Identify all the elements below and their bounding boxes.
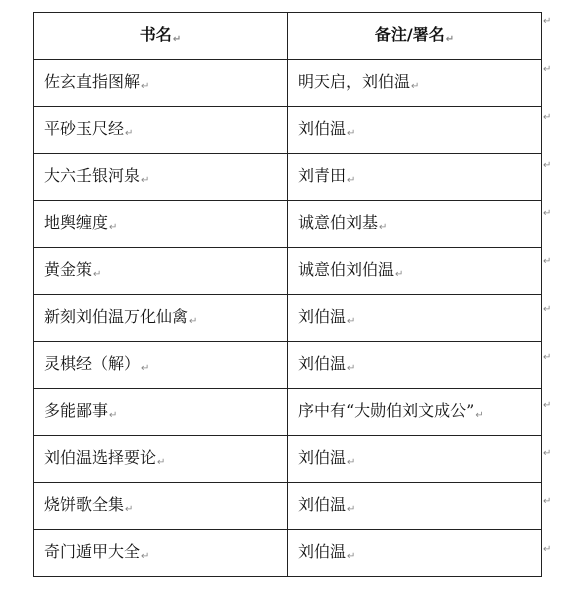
table-row: [34, 201, 542, 248]
paragraph-mark-icon: ↵: [475, 410, 484, 421]
note-text: 刘伯温: [298, 495, 347, 514]
table-row: [34, 483, 542, 530]
paragraph-mark-icon: ↵: [141, 551, 150, 562]
book-title-cell: [34, 295, 288, 342]
table-row: [34, 60, 542, 107]
book-title: 多能鄙事: [44, 401, 109, 420]
book-title-cell: [34, 201, 288, 248]
paragraph-mark-icon: ↵: [347, 128, 356, 139]
paragraph-mark-icon: ↵: [543, 400, 552, 411]
book-title-cell: [34, 107, 288, 154]
paragraph-mark-icon: ↵: [543, 304, 552, 315]
book-title-cell: [34, 483, 288, 530]
book-title: 佐玄直指图解: [44, 72, 141, 91]
note-cell: [288, 389, 542, 436]
book-title-cell: [34, 154, 288, 201]
paragraph-mark-icon: ↵: [189, 316, 198, 327]
paragraph-mark-icon: ↵: [347, 363, 356, 374]
table-row: [34, 107, 542, 154]
paragraph-mark-icon: ↵: [347, 457, 356, 468]
note-cell: [288, 60, 542, 107]
paragraph-mark-icon: ↵: [543, 256, 552, 267]
table-row: [34, 248, 542, 295]
note-cell: [288, 248, 542, 295]
paragraph-mark-icon: ↵: [93, 269, 102, 280]
book-attribution-table: [33, 12, 542, 577]
paragraph-mark-icon: ↵: [141, 363, 150, 374]
book-title: 烧饼歌全集: [44, 495, 125, 514]
table-row: [34, 436, 542, 483]
book-title: 灵棋经（解）: [44, 354, 141, 373]
paragraph-mark-icon: ↵: [347, 504, 356, 515]
paragraph-mark-icon: ↵: [347, 175, 356, 186]
paragraph-mark-icon: ↵: [543, 160, 552, 171]
paragraph-mark-icon: ↵: [172, 34, 182, 45]
note-cell: [288, 154, 542, 201]
paragraph-mark-icon: ↵: [543, 208, 552, 219]
table-header-row: [34, 13, 542, 60]
table-row: [34, 295, 542, 342]
book-title-cell: [34, 530, 288, 577]
header-book-title: [34, 13, 288, 60]
note-cell: [288, 530, 542, 577]
paragraph-mark-icon: ↵: [543, 352, 552, 363]
paragraph-mark-icon: ↵: [543, 496, 552, 507]
paragraph-mark-icon: ↵: [141, 175, 150, 186]
paragraph-mark-icon: ↵: [347, 551, 356, 562]
header-note-attribution-text: 备注/署名: [374, 25, 445, 44]
book-title-cell: [34, 342, 288, 389]
paragraph-mark-icon: ↵: [543, 544, 552, 555]
paragraph-mark-icon: ↵: [543, 112, 552, 123]
paragraph-mark-icon: ↵: [141, 81, 150, 92]
note-text: 刘伯温: [298, 448, 347, 467]
book-title-cell: [34, 436, 288, 483]
book-title-cell: [34, 60, 288, 107]
book-title: 黄金策: [44, 260, 93, 279]
paragraph-mark-icon: ↵: [543, 16, 552, 27]
book-title-cell: [34, 248, 288, 295]
paragraph-mark-icon: ↵: [379, 222, 388, 233]
note-text: 刘伯温: [298, 307, 347, 326]
paragraph-mark-icon: ↵: [347, 316, 356, 327]
note-text: 明天启，刘伯温: [298, 72, 411, 91]
table-row: [34, 342, 542, 389]
note-text: 刘青田: [298, 166, 347, 185]
paragraph-mark-icon: ↵: [543, 448, 552, 459]
book-title: 地舆缠度: [44, 213, 109, 232]
paragraph-mark-icon: ↵: [445, 34, 455, 45]
note-text: 诚意伯刘伯温: [298, 260, 395, 279]
book-title: 刘伯温选择要论: [44, 448, 157, 467]
note-cell: [288, 295, 542, 342]
paragraph-mark-icon: ↵: [543, 64, 552, 75]
note-cell: [288, 483, 542, 530]
header-book-title-text: 书名: [139, 25, 172, 44]
note-text: 诚意伯刘基: [298, 213, 379, 232]
note-text: 序中有“大勋伯刘文成公”: [298, 401, 475, 420]
book-title: 平砂玉尺经: [44, 119, 125, 138]
paragraph-mark-icon: ↵: [125, 504, 134, 515]
paragraph-mark-icon: ↵: [411, 81, 420, 92]
paragraph-mark-icon: ↵: [109, 410, 118, 421]
header-note-attribution: [288, 13, 542, 60]
book-title: 奇门遁甲大全: [44, 542, 141, 561]
book-title: 大六壬银河泉: [44, 166, 141, 185]
paragraph-mark-icon: ↵: [395, 269, 404, 280]
book-title-cell: [34, 389, 288, 436]
note-cell: [288, 107, 542, 154]
note-cell: [288, 342, 542, 389]
paragraph-mark-icon: ↵: [109, 222, 118, 233]
note-cell: [288, 201, 542, 248]
table-row: [34, 154, 542, 201]
table-row: [34, 389, 542, 436]
note-text: 刘伯温: [298, 119, 347, 138]
book-title: 新刻刘伯温万化仙禽: [44, 307, 189, 326]
table-row: [34, 530, 542, 577]
note-text: 刘伯温: [298, 542, 347, 561]
note-cell: [288, 436, 542, 483]
note-text: 刘伯温: [298, 354, 347, 373]
paragraph-mark-icon: ↵: [125, 128, 134, 139]
paragraph-mark-icon: ↵: [157, 457, 166, 468]
